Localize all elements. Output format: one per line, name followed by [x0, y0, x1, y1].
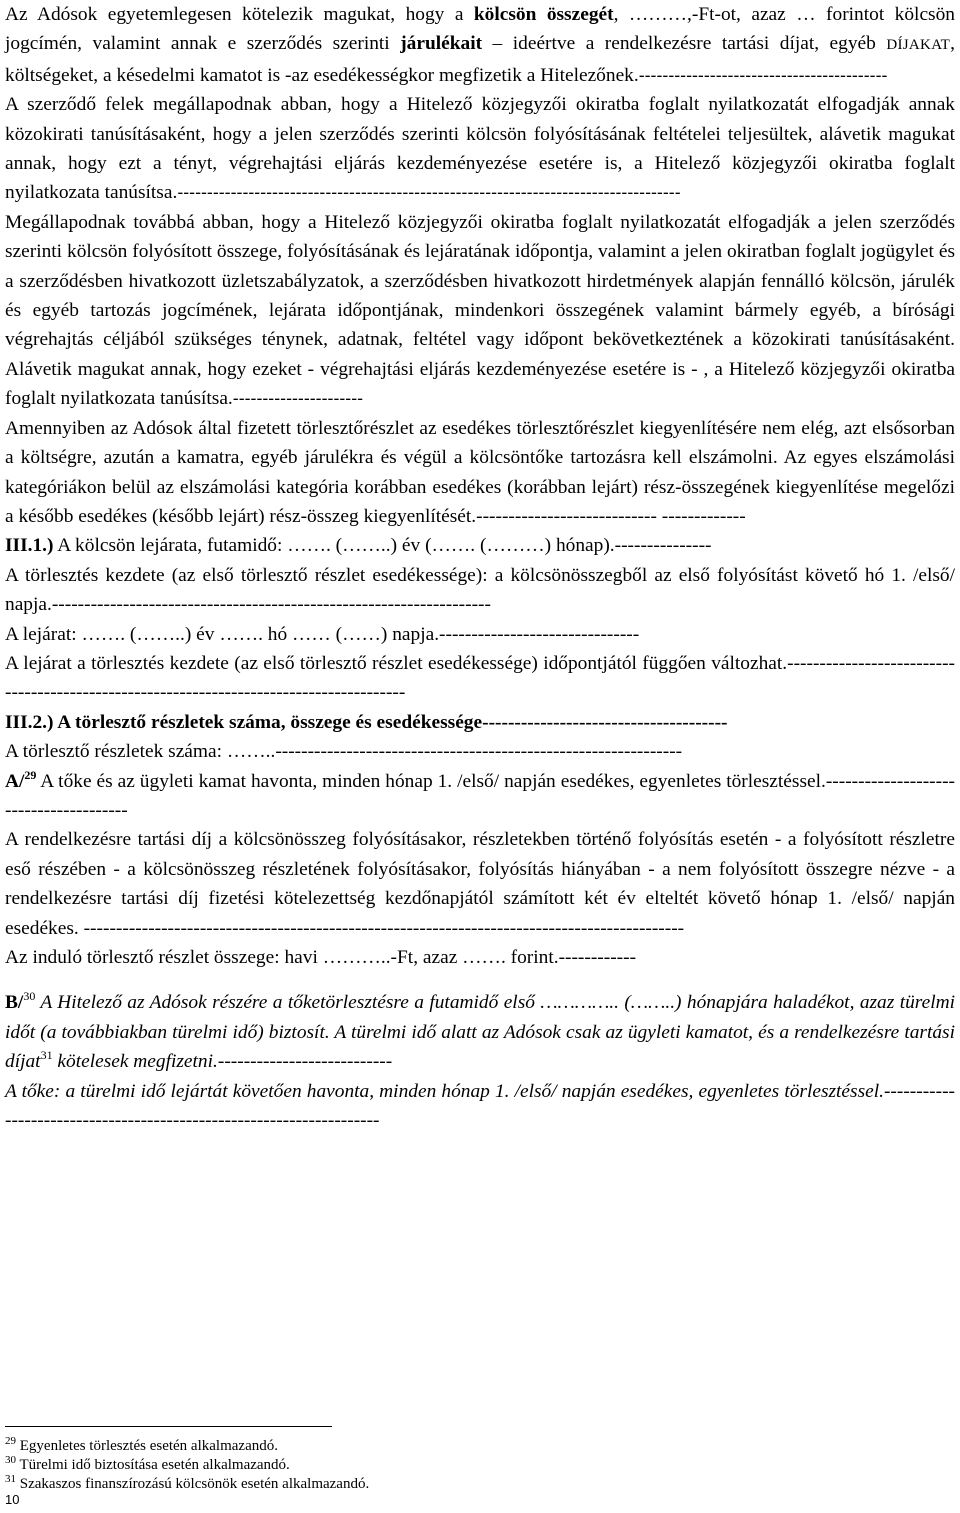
footnote-31: $^{31}$ Szakaszos finanszírozású kölcsönök esetén alkalmazandó.: [5, 1473, 370, 1492]
footnote-ref: 31: [40, 1048, 53, 1063]
dash-fill: ------------: [558, 947, 637, 968]
dash-fill: -------------------------------: [439, 623, 640, 645]
bold-charges: járulékait: [400, 33, 483, 55]
dash-fill: ------------------------------------------: [638, 64, 888, 85]
dash-fill: -------------------------------------------------------------------------------------------: [96, 917, 685, 939]
dash-fill: ---------------------------------------------------------------: [275, 741, 683, 763]
dash-fill: ---------------: [614, 535, 712, 557]
paragraph-initial-installment: Az induló törlesztő részlet összege: havi ………..-Ft, azaz ……. forint.------------: [5, 947, 637, 968]
footnote-separator: [5, 1426, 332, 1427]
paragraph-maturity: A lejárat: ……. (……..) év ……. hó …… (……) napja.-------------------------------: [5, 623, 640, 645]
dash-fill: --------------------------------------------------------------------: [51, 594, 491, 616]
option-a: A/$^{29}$ A tőke és az ügyleti kamat havonta, minden hónap 1. /első/ napján esedékes, egyenletes törlesztéssel.---------------------------------------: [5, 767, 955, 821]
paragraph-settlement-order: Amennyiben az Adósok által fizetett törlesztőrészlet az esedékes törlesztőrészlet kiegyenlítésére nem elég, azt elsősorban a költségre, azután a kamatra, egyéb járulékra és végül a kölcsöntőke tartozásra kell elszámolni. Az egyes elszámolási kategóriákon belül az elszámolási kategória korábban esedékes (korábban lejárt) rész-összegének kiegyenlítése megelőzi a később esedékes (később lejárt) rész-összeg kiegyenlítését.---------------------------- -------------: [5, 417, 955, 527]
dash-fill: --------------------------------------: [482, 711, 728, 733]
section-title: A törlesztő részletek száma, összege és esedékessége: [53, 711, 483, 733]
small-caps-fees: DÍJAKAT: [886, 37, 951, 54]
dash-fill: ---------------------------- -------------: [476, 505, 746, 527]
section-label: III.2.): [5, 711, 54, 733]
footnote-ref: 29: [24, 767, 37, 782]
option-label: B/: [5, 992, 24, 1014]
dash-fill: ----------------------------------------------------------------------------------------: [5, 652, 955, 704]
option-b: B/$^{30}$ A Hitelező az Adósok részére a tőketörlesztésre a futamidő első ………….. (……..) hónapjára haladékot, azaz türelmi időt (a továbbiakban türelmi idő) biztosít. A türelmi idő alatt az Adósok csak az ügyleti kamatot, és a rendelkezésre tartási díjat$^{31}$ kötelesek megfizetni.---------------------------: [5, 989, 955, 1073]
dash-fill: ---------------------------------------------------------------------: [5, 1080, 955, 1132]
paragraph-agreement: Megállapodnak továbbá abban, hogy a Hitelező közjegyzői okiratba foglalt nyilatkozatát elfogadják a jelen szerződés szerinti kölcsön folyósított összege, folyósításának és lejáratának időpontja, valamint a jelen okiratban foglalt jogügylet és a szerződésben hivatkozott üzletszabályzatok, a szerződésben hivatkozott hirdetmények alapján fennálló kölcsön, járulék és egyéb tartozás jogcímének, lejárata időpontjának, mindenkori összegének valamint bármely egyéb, a bírósági végrehajtás céljából szükséges ténynek, adatnak, feltétel vagy időpont bekövetkeztének a közokirati tanúsításaként. Alávetik magukat annak, hogy ezeket - végrehajtási eljárás kezdeményezése esetére is - , a Hitelező közjegyzői okiratba foglalt nyilatkozata tanúsítsa.----------------------: [5, 211, 955, 410]
dash-fill: ---------------------------------------: [5, 770, 955, 821]
dash-fill: -------------------------------------------------------------------------------------: [177, 182, 681, 203]
section-label: III.1.): [5, 535, 54, 557]
paragraph-notary-statement: A szerződő felek megállapodnak abban, hogy a Hitelező közjegyzői okiratba foglalt nyilatkozatát elfogadják annak közokirati tanúsításaként, hogy a jelen szerződés szerinti kölcsön folyósításának feltételei teljesültek, alávetik magukat annak, hogy ezt a tényt, végrehajtási eljárás kezdeményezése esetére is, a Hitelező közjegyzői okiratba foglalt nyilatkozata tanúsítsa.-------------------------------------------------------------------------------------: [5, 94, 955, 204]
bold-loan-amount: kölcsön összegét: [473, 4, 614, 25]
paragraph-maturity-change: A lejárat a törlesztés kezdete (az első törlesztő részlet esedékessége) időpontjától függően változhat.----------------------------------------------------------------------------------------: [5, 652, 955, 704]
section-iii-1: III.1.) A kölcsön lejárata, futamidő: ……. (……..) év (……. (………) hónap).---------------: [5, 535, 712, 557]
section-iii-2: [5, 708, 955, 737]
footnote-30: $^{30}$ Türelmi idő biztosítása esetén alkalmazandó.: [5, 1454, 290, 1473]
page-number: 10: [5, 1492, 20, 1507]
footnote-ref: 30: [23, 989, 36, 1004]
paragraph-principal: A tőke: a türelmi idő lejártát követően havonta, minden hónap 1. /első/ napján esedékes, egyenletes törlesztéssel.---------------------------------------------------------------------: [5, 1080, 955, 1132]
paragraph-availability-fee: A rendelkezésre tartási díj a kölcsönösszeg folyósításakor, részletekben történő folyósítás esetén - a folyósított részletre eső részében - a kölcsönösszeg részletének folyósításakor, folyósítás hiányában - a nem folyósított összegre nézve - a rendelkezésre tartási díj fizetési kötelezettség kezdőnapjától számított két év elteltét követő hónap 1. /első/ napján esedékes. ---------------------------------------------------------------------------------------------: [5, 829, 955, 939]
paragraph-repayment-start: A törlesztés kezdete (az első törlesztő részlet esedékessége): a kölcsönösszegből az első folyósítást követő hó 1. /első/ napja.--------------------------------------------------------------------: [5, 564, 955, 616]
option-label: A/: [5, 770, 25, 792]
paragraph-installment-count: A törlesztő részletek száma: ……..---------------------------------------------------------------: [5, 741, 683, 763]
dash-fill: ----------------------: [232, 388, 364, 409]
paragraph-loan-obligation: Az Adósok egyetemlegesen kötelezik magukat, hogy a kölcsön összegét, ………,-Ft-ot, azaz … forintot kölcsön jogcímén, valamint annak e szerződés szerinti járulékait – ideértve a rendelkezésre tartási díjat, egyéb DÍJAKAT, költségeket, a késedelmi kamatot is -az esedékességkor megfizetik a Hitelezőnek.------------------------------------------: [5, 4, 955, 86]
document-body: [5, 0, 955, 1135]
dash-fill: ---------------------------: [217, 1051, 393, 1073]
footnote-29: $^{29}$ Egyenletes törlesztés esetén alkalmazandó.: [5, 1435, 278, 1454]
